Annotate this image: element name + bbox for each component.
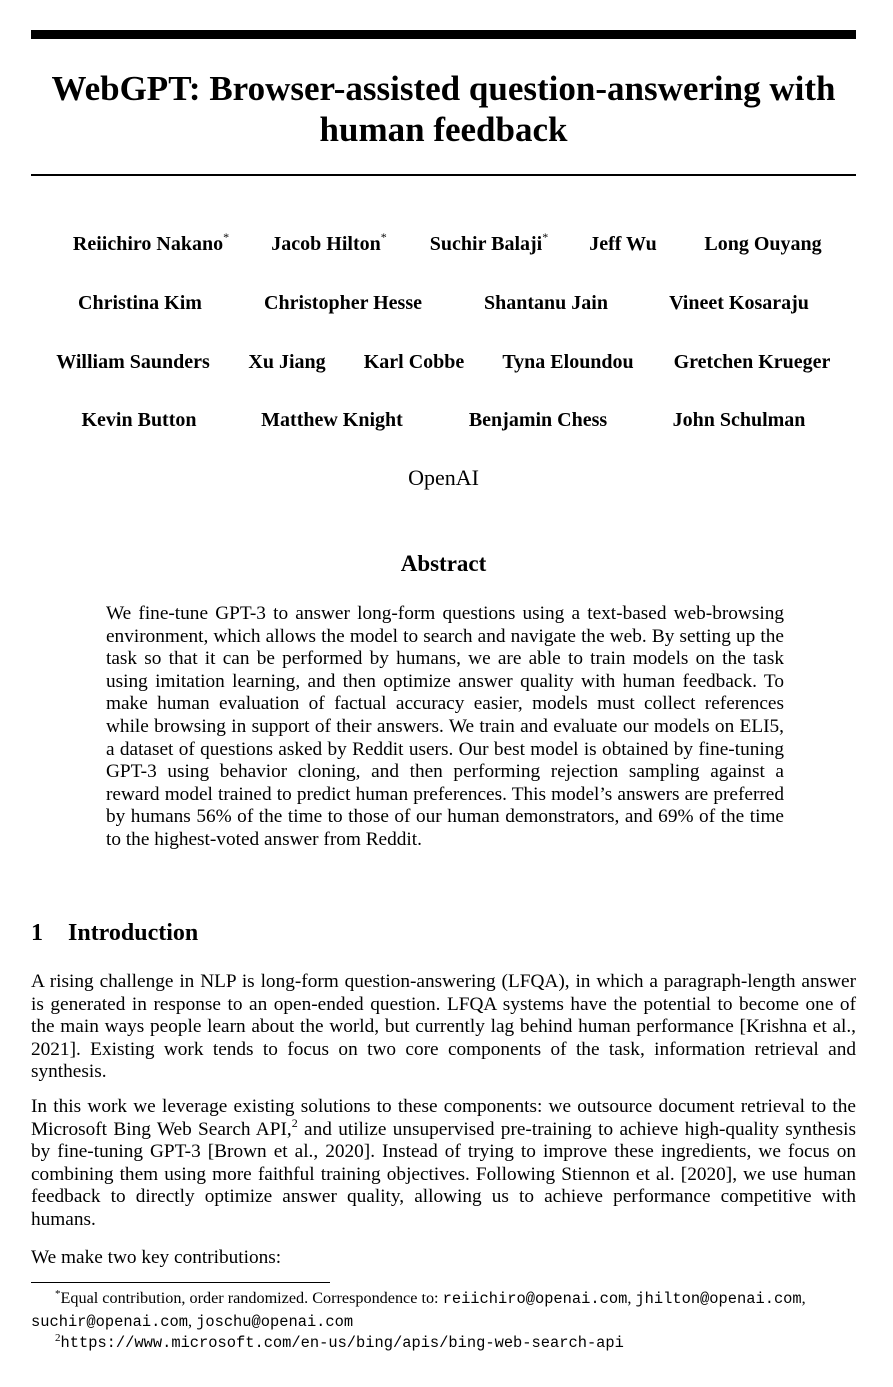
email-link[interactable]: joschu@openai.com [196,1312,354,1331]
footnote-2-mark: 2 [291,1115,298,1130]
title-line-1: WebGPT: Browser-assisted question-answering with [51,69,836,108]
title-top-rule [31,30,856,39]
section-number: 1 [31,920,43,946]
author: Reiichiro Nakano* [72,230,230,255]
author-row-3 [31,349,856,379]
author: Matthew Knight [261,409,403,431]
email-link[interactable]: reiichiro@openai.com [442,1290,628,1308]
author: Vineet Kosaraju [669,292,809,314]
author: Benjamin Chess [468,409,608,431]
author: Long Ouyang [704,233,822,255]
abstract-text: We fine-tune GPT-3 to answer long-form questions using a text-based web-browsing environment, which allows the model to search and navigate the web. By setting up the task so that it can be performed by humans, we are able to train models on the task using imitation learning, and then optimize answer quality with human feedback. To make human evaluation of factual accuracy easier, models must collect references while browsing in support of their answers. We train and evaluate our models on ELI5, a dataset of questions asked by Reddit users. Our best model is obtained by fine-tuning GPT-3 using behavior cloning, and then performing rejection sampling against a reward model trained to predict human preferences. This model’s answers are preferred by humans 56% of the time to those of our human demonstrators, and 69% of the time to the highest-voted answer from Reddit. [106,603,784,850]
author-row-2 [31,290,856,320]
intro-paragraph-3: We make two key contributions: [31,1247,282,1268]
title-bottom-rule [31,174,856,176]
author-row-4 [31,407,856,437]
paper-title [31,68,856,150]
author: Xu Jiang [248,351,326,373]
footnote-rule [31,1282,330,1283]
footnote-1: *Equal contribution, order randomized. Correspondence to: reiichiro@openai.com, jhilton@openai.com, suchir@openai.com, joschu@openai.com [31,1288,806,1331]
author: John Schulman [672,409,806,431]
author-row-1 [31,231,856,261]
author: Christina Kim [78,292,202,314]
section-heading [31,918,198,948]
author: Shantanu Jain [484,292,608,314]
url-link[interactable]: https://www.microsoft.com/en-us/bing/apis/bing-web-search-api [60,1334,624,1352]
author: Tyna Eloundou [502,351,634,373]
author: Jeff Wu [589,233,657,255]
intro-paragraph-2: In this work we leverage existing solutions to these components: we outsource document retrieval to the Microsoft Bing Web Search API,$^2$ and utilize unsupervised pre-training to achieve high-quality synthesis by fine-tuning GPT-3 [Brown et al., 2020]. Instead of trying to improve these ingredients, we focus on combining them using more faithful training objectives. Following Stiennon et al. [2020], we use human feedback to directly optimize answer quality, allowing us to achieve performance competitive with humans. [31,1096,856,1230]
intro-paragraph-1: A rising challenge in NLP is long-form question-answering (LFQA), in which a paragraph-length answer is generated in response to an open-ended question. LFQA systems have the potential to become one of the main ways people learn about the world, but currently lag behind human performance [Krishna et al., 2021]. Existing work tends to focus on two core components of the task, information retrieval and synthesis. [31,971,856,1083]
footnote-2: $^2$https://www.microsoft.com/en-us/bing/apis/bing-web-search-api [55,1332,624,1352]
author: William Saunders [56,351,210,373]
author: Suchir Balaji* [429,230,549,255]
abstract-heading: Abstract [400,551,487,576]
title-line-2: human feedback [319,110,568,149]
affiliation: OpenAI [408,465,479,490]
section-title: Introduction [68,920,199,946]
author: Gretchen Krueger [673,351,831,373]
author: Kevin Button [81,409,197,431]
email-link[interactable]: suchir@openai.com [31,1312,189,1331]
author: Jacob Hilton* [271,230,387,255]
author: Christopher Hesse [264,292,422,314]
email-link[interactable]: jhilton@openai.com [635,1290,802,1308]
author: Karl Cobbe [363,351,465,373]
